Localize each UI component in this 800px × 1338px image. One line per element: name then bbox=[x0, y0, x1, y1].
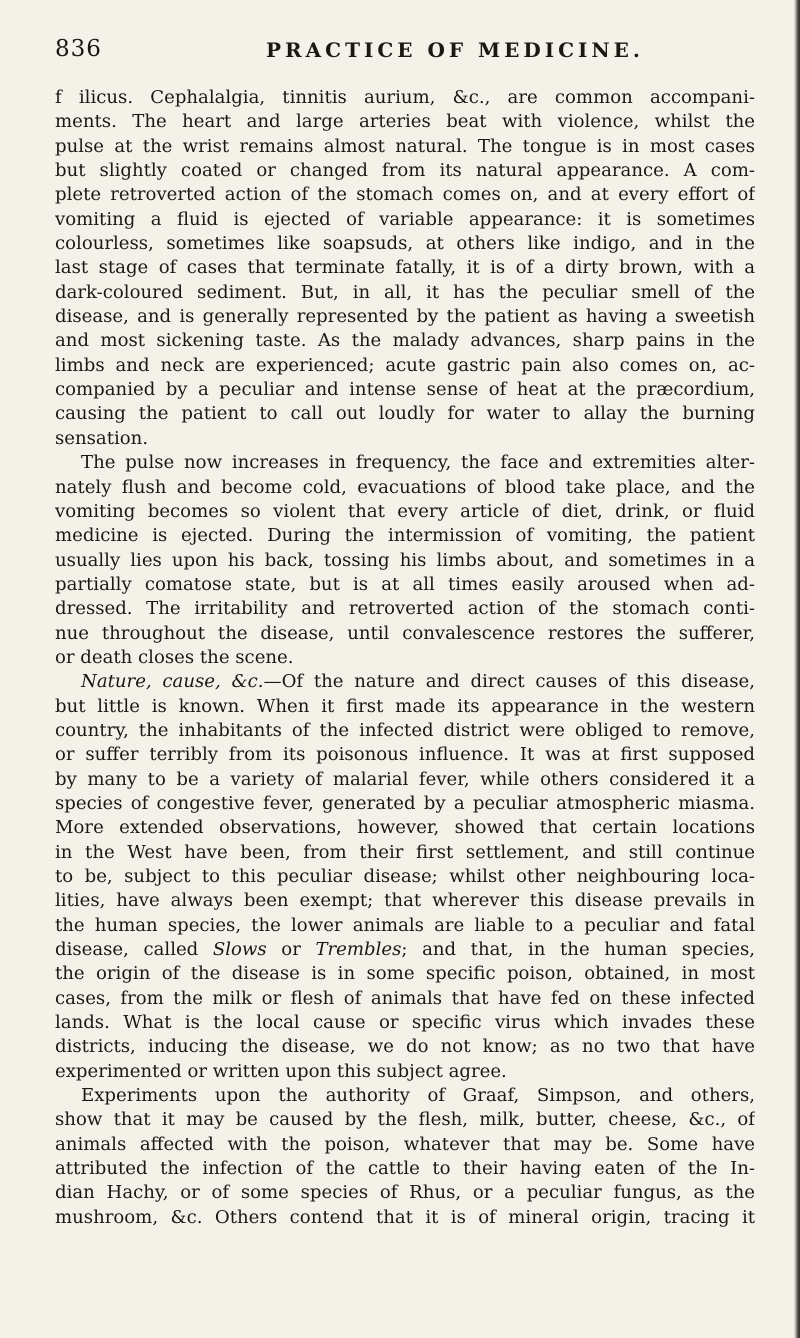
text-line: experimented or written upon this subject agree. bbox=[55, 1060, 507, 1082]
italic-term: Nature, cause, &c. bbox=[81, 671, 264, 693]
text-line: colourless, sometimes like soapsuds, at others like indigo, and in the bbox=[55, 233, 755, 255]
text-line: by many to be a variety of malarial fever, while others considered it a bbox=[55, 768, 755, 790]
body-text bbox=[55, 86, 755, 1230]
text-line: Experiments upon the authority of Graaf, Simpson, and others, bbox=[81, 1085, 755, 1107]
text-line: ments. The heart and large arteries beat with violence, whilst the bbox=[55, 111, 755, 133]
text-line: districts, inducing the disease, we do not know; as no two that have bbox=[55, 1036, 755, 1058]
text-line: More extended observations, however, showed that certain locations bbox=[55, 817, 755, 839]
text-line: mushroom, &c. Others contend that it is of mineral origin, tracing it bbox=[55, 1206, 755, 1228]
text-line: f ilicus. Cephalalgia, tinnitis aurium, &c., are common accompani- bbox=[55, 87, 755, 108]
text-line: lities, have always been exempt; that wherever this disease prevails in bbox=[55, 890, 755, 912]
text-line: usually lies upon his back, tossing his limbs about, and sometimes in a bbox=[55, 549, 755, 571]
text-line: nately flush and become cold, evacuations of blood take place, and the bbox=[55, 476, 755, 498]
text-line: The pulse now increases in frequency, the face and extremities alter- bbox=[81, 452, 755, 474]
text-line: or death closes the scene. bbox=[55, 646, 294, 668]
text-line: sensation. bbox=[55, 427, 149, 449]
text-line: pulse at the wrist remains almost natural. The tongue is in most cases bbox=[55, 135, 755, 157]
italic-term: Slows bbox=[212, 939, 267, 961]
text-line: dark-coloured sediment. But, in all, it has the peculiar smell of the bbox=[55, 281, 755, 303]
text-line: vomiting a fluid is ejected of variable appearance: it is sometimes bbox=[55, 208, 755, 230]
page-edge-shadow bbox=[794, 0, 800, 1338]
text-line: limbs and neck are experienced; acute gastric pain also comes on, ac- bbox=[55, 354, 755, 376]
text-line: the human species, the lower animals are liable to a peculiar and fatal bbox=[55, 914, 755, 936]
text-line: but slightly coated or changed from its natural appearance. A com- bbox=[55, 160, 755, 182]
text-line: lands. What is the local cause or specific virus which invades these bbox=[55, 1012, 755, 1034]
text-line: cases, from the milk or flesh of animals that have fed on these infected bbox=[55, 987, 755, 1009]
text-line: Nature, cause, &c.—Of the nature and direct causes of this disease, bbox=[81, 671, 755, 693]
text-line: disease, and is generally represented by the patient as having a sweetish bbox=[55, 306, 755, 328]
text-line: or suffer terribly from its poisonous influence. It was at first supposed bbox=[55, 744, 755, 766]
page-header bbox=[55, 36, 755, 76]
text-line: dian Hachy, or of some species of Rhus, or a peculiar fungus, as the bbox=[55, 1182, 755, 1204]
text-line: plete retroverted action of the stomach comes on, and at every effort of bbox=[55, 184, 755, 206]
text-line: species of congestive fever, generated by a peculiar atmospheric miasma. bbox=[55, 792, 755, 814]
text-line: and most sickening taste. As the malady advances, sharp pains in the bbox=[55, 330, 755, 352]
text-line: dressed. The irritability and retroverted action of the stomach conti- bbox=[55, 598, 755, 620]
text-line: the origin of the disease is in some specific poison, obtained, in most bbox=[55, 963, 755, 985]
running-title: PRACTICE OF MEDICINE. bbox=[266, 38, 644, 62]
text-line: last stage of cases that terminate fatally, it is of a dirty brown, with a bbox=[55, 257, 755, 279]
text-line: in the West have been, from their first settlement, and still continue bbox=[55, 841, 755, 863]
text-line: but little is known. When it first made its appearance in the western bbox=[55, 695, 755, 717]
text-line: to be, subject to this peculiar disease; whilst other neighbouring loca- bbox=[55, 866, 755, 887]
text-line: country, the inhabitants of the infected district were obliged to remove, bbox=[55, 719, 755, 741]
text-line: companied by a peculiar and intense sense of heat at the præcordium, bbox=[55, 379, 755, 401]
text-line: partially comatose state, but is at all times easily aroused when ad- bbox=[55, 573, 755, 595]
text-line: medicine is ejected. During the intermission of vomiting, the patient bbox=[55, 525, 755, 547]
text-line: attributed the infection of the cattle to their having eaten of the In- bbox=[55, 1158, 755, 1180]
italic-term: Trembles bbox=[315, 939, 402, 961]
text-line: animals affected with the poison, whatever that may be. Some have bbox=[55, 1133, 755, 1155]
text-line: show that it may be caused by the flesh, milk, butter, cheese, &c., of bbox=[55, 1109, 755, 1131]
text-line: disease, called Slows or Trembles; and that, in the human species, bbox=[55, 939, 755, 961]
text-line: nue throughout the disease, until convalescence restores the sufferer, bbox=[55, 622, 755, 644]
page-number: 836 bbox=[55, 36, 102, 62]
text-line: vomiting becomes so violent that every article of diet, drink, or fluid bbox=[55, 500, 755, 522]
text-line: causing the patient to call out loudly for water to allay the burning bbox=[55, 403, 755, 425]
